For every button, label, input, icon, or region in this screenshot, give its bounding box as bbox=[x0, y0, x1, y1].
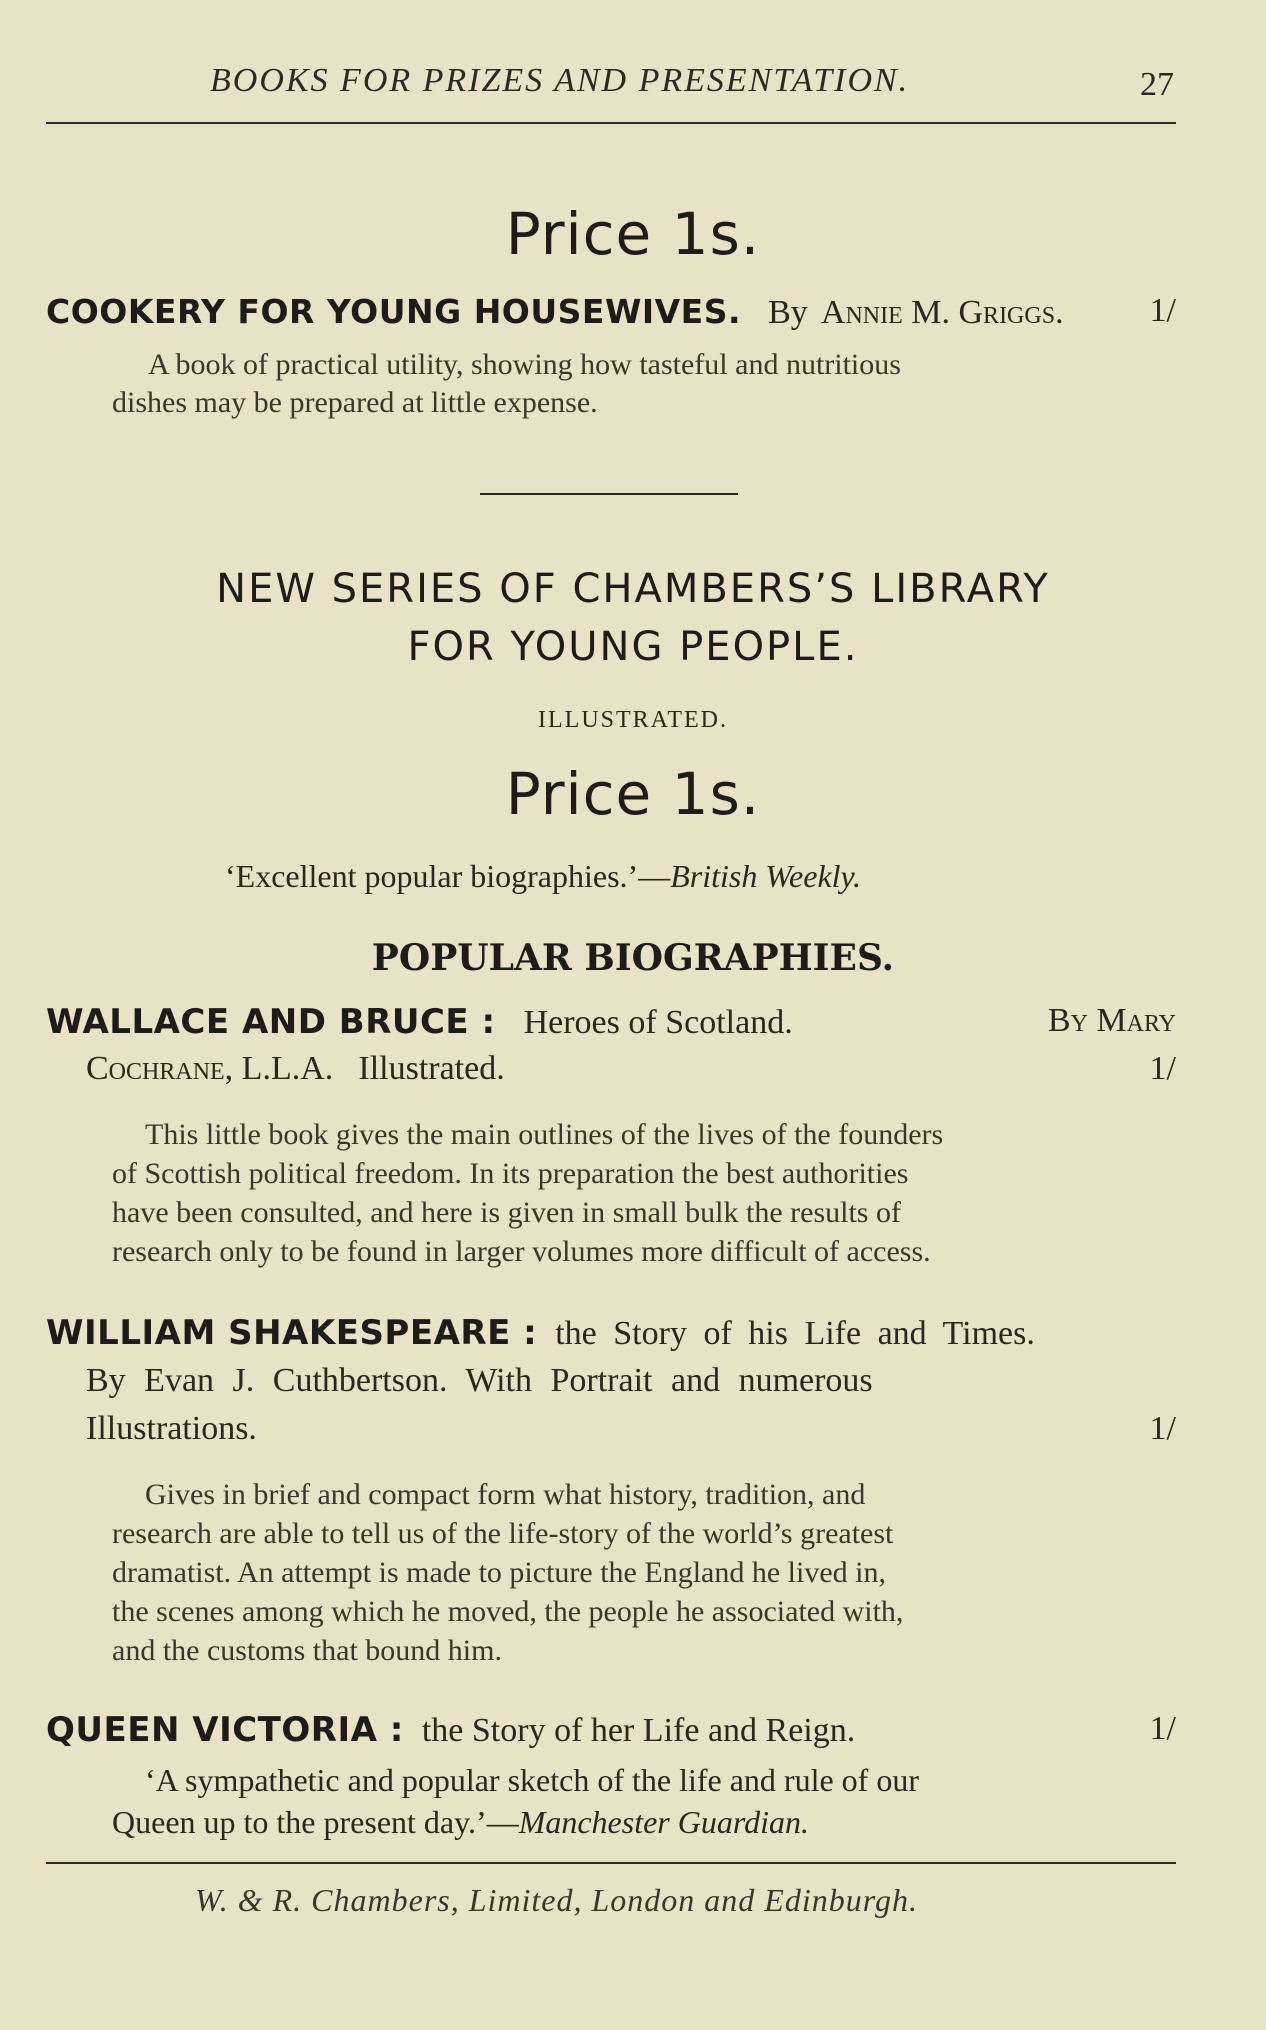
price-heading: Price 1s. bbox=[505, 760, 761, 828]
review-quote bbox=[225, 858, 861, 895]
publisher-footer: W. & R. Chambers, Limited, London and Edinburgh. bbox=[195, 1882, 918, 1918]
quote-source: British Weekly. bbox=[670, 858, 861, 894]
entry-title: QUEEN VICTORIA : bbox=[46, 1710, 404, 1750]
entry-description-line: research are able to tell us of the life-story of the world’s greatest bbox=[112, 1517, 894, 1550]
section-divider bbox=[480, 493, 738, 495]
quote-text: Queen up to the present day.’— bbox=[112, 1804, 519, 1840]
entry-description-line: Gives in brief and compact form what history, tradition, and bbox=[145, 1478, 866, 1511]
entry-price: 1/ bbox=[1149, 1050, 1176, 1087]
entry-price: 1/ bbox=[1149, 1410, 1176, 1447]
entry-illustrated: Illustrated. bbox=[358, 1050, 505, 1087]
entry-description-line: of Scottish political freedom. In its preparation the best authorities bbox=[112, 1157, 909, 1190]
subheading: POPULAR BIOGRAPHIES. bbox=[371, 937, 895, 979]
entry-description-line: research only to be found in larger volumes more difficult of access. bbox=[112, 1235, 931, 1268]
page-number: 27 bbox=[1140, 66, 1174, 103]
by-label: By bbox=[768, 294, 808, 331]
running-head: BOOKS FOR PRIZES AND PRESENTATION. bbox=[210, 62, 910, 99]
entry-author-line bbox=[86, 1050, 1176, 1088]
entry-description-line: the scenes among which he moved, the people he associated with, bbox=[112, 1595, 904, 1628]
entry-subtitle: the Story of her Life and Reign. bbox=[421, 1712, 856, 1749]
entry-description-line: A book of practical utility, showing how tasteful and nutritious bbox=[148, 348, 901, 381]
series-heading-line1: NEW SERIES OF CHAMBERS’S LIBRARY bbox=[216, 566, 1050, 612]
series-heading-line2: FOR YOUNG PEOPLE. bbox=[407, 624, 859, 670]
entry-heading-line bbox=[46, 1002, 1176, 1042]
entry-author: Cochrane, L.L.A. bbox=[86, 1050, 334, 1087]
entry-title: WALLACE AND BRUCE : bbox=[46, 1002, 496, 1042]
price-heading: Price 1s. bbox=[505, 200, 761, 268]
entry-price: 1/ bbox=[1149, 1710, 1176, 1747]
entry-title: COOKERY FOR YOUNG HOUSEWIVES. bbox=[46, 292, 742, 331]
entry-subtitle: Heroes of Scotland. bbox=[523, 1004, 793, 1041]
entry-by-line: By Mary bbox=[1047, 1002, 1176, 1039]
entry-description-line: dramatist. An attempt is made to picture the England he lived in, bbox=[112, 1556, 886, 1589]
entry-author: Annie M. Griggs. bbox=[820, 294, 1064, 331]
entry-heading-line bbox=[46, 1710, 1176, 1750]
entry-description-line: dishes may be prepared at little expense. bbox=[112, 386, 598, 419]
entry-description-line: have been consulted, and here is given in small bulk the results of bbox=[112, 1196, 901, 1229]
entry-illustrations: Illustrations. bbox=[86, 1410, 257, 1447]
quote-source: Manchester Guardian. bbox=[518, 1804, 810, 1840]
review-quote-line bbox=[112, 1804, 809, 1841]
entry-price: 1/ bbox=[1149, 292, 1176, 329]
entry-author-line: By Evan J. Cuthbertson. With Portrait and numerous bbox=[86, 1362, 873, 1399]
entry-title: WILLIAM SHAKESPEARE : bbox=[46, 1313, 538, 1353]
footer-rule bbox=[46, 1862, 1176, 1864]
illustrated-label: ILLUSTRATED. bbox=[538, 707, 728, 733]
entry-subtitle: the Story of his Life and Times. bbox=[555, 1315, 1035, 1352]
quote-text: ‘Excellent popular biographies.’— bbox=[225, 858, 671, 894]
entry-description-line: This little book gives the main outlines of the lives of the founders bbox=[145, 1118, 944, 1151]
entry-heading-line bbox=[46, 1313, 1176, 1353]
cookery-entry-line bbox=[46, 292, 1176, 332]
entry-description-line: and the customs that bound him. bbox=[112, 1634, 502, 1667]
entry-illustrations-line bbox=[86, 1410, 1176, 1448]
review-quote-line: ‘A sympathetic and popular sketch of the life and rule of our bbox=[145, 1762, 919, 1798]
header-rule bbox=[46, 122, 1176, 124]
